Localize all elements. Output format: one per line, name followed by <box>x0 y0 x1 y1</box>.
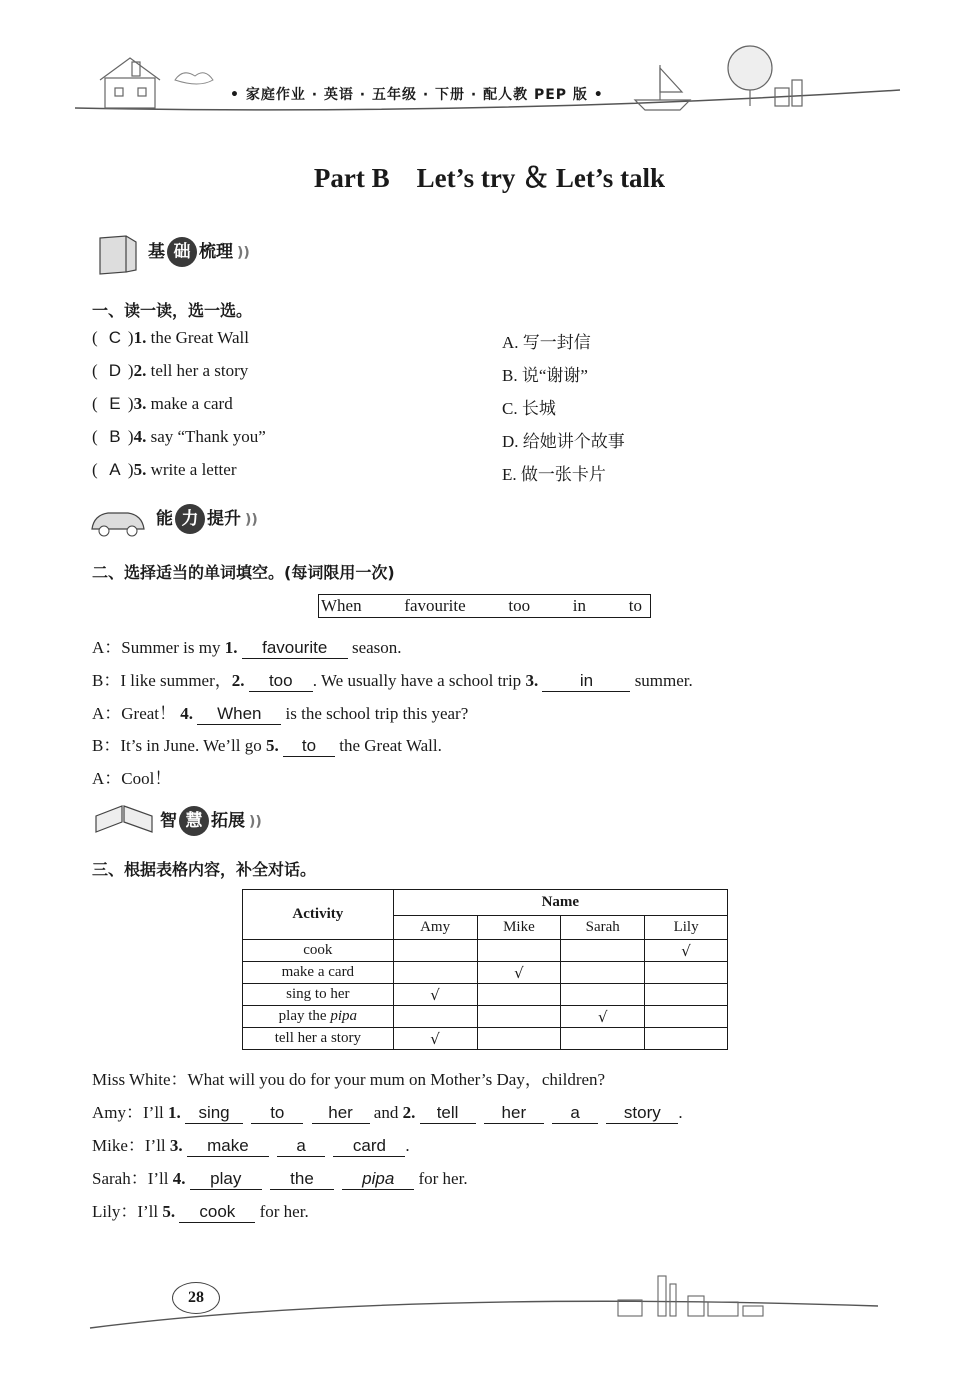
header-decoration <box>70 40 910 120</box>
q1-answer: E <box>109 394 121 413</box>
answer-blank: in <box>542 671 630 692</box>
section-icon-car <box>88 505 148 539</box>
dialogue-intro: Miss White：What will you do for your mum on Mother’s Day，children? <box>92 1070 606 1089</box>
section-label-ability: 能 力 提升 )) <box>156 504 258 534</box>
q1-answer: A <box>109 460 121 479</box>
dialogue-mike: Mike：I’ll 3. make a card . <box>92 1136 410 1155</box>
answer-blank: favourite <box>242 638 348 659</box>
answer-blank: to <box>283 736 335 757</box>
answer-blank: make <box>187 1136 269 1157</box>
q1-option: C. 长城 <box>502 399 556 418</box>
q3-heading: 三、根据表格内容，补全对话。 <box>92 860 317 879</box>
answer-blank: too <box>249 671 313 692</box>
q1-option: E. 做一张卡片 <box>502 465 606 484</box>
dialogue-line: A：Cool！ <box>92 769 172 788</box>
q1-answer: C <box>108 328 122 347</box>
q1-answer: D <box>108 361 122 380</box>
word-bank-word: in <box>572 596 587 615</box>
q1-option: A. 写一封信 <box>502 333 591 352</box>
dialogue-line: A：Great！ 4. When is the school trip this year? <box>92 704 469 723</box>
section-label-basics: 基 础 梳理 )) <box>148 237 250 267</box>
section-icon-book <box>96 232 140 276</box>
page-title: Part B Let’s try ＆ Let’s talk <box>313 163 666 193</box>
answer-blank: play <box>190 1169 262 1190</box>
answer-blank: sing <box>185 1103 243 1124</box>
table-row: sing to her √ <box>243 984 728 1006</box>
answer-blank: cook <box>179 1202 255 1223</box>
table-row: cook √ <box>243 940 728 962</box>
dialogue-lily: Lily：I’ll 5. cook for her. <box>92 1202 309 1221</box>
table-row: play the pipa √ <box>243 1006 728 1028</box>
table-name-cell: Sarah <box>561 916 645 940</box>
cloud-illustration <box>175 73 213 84</box>
answer-blank: her <box>484 1103 544 1124</box>
word-bank-word: When <box>321 596 362 615</box>
q1-item: ( C )1. the Great Wall <box>92 328 249 347</box>
city-skyline-illustration <box>618 1276 763 1316</box>
q1-option: B. 说“谢谢” <box>502 366 588 385</box>
dialogue-line: B：I like summer，2. too . We usually have a school trip 3. in summer. <box>92 671 693 690</box>
dialogue-amy: Amy：I’ll 1. sing to her and 2. tell her a story . <box>92 1103 683 1122</box>
word-bank-word: too <box>508 596 531 615</box>
answer-blank: tell <box>420 1103 476 1124</box>
answer-blank: to <box>251 1103 303 1124</box>
q1-item: ( A )5. write a letter <box>92 460 237 479</box>
answer-blank: pipa <box>342 1169 414 1190</box>
word-bank-word: to <box>628 596 642 615</box>
answer-blank: When <box>197 704 281 725</box>
page-number: 28 <box>172 1282 220 1314</box>
q1-option: D. 给她讲个故事 <box>502 432 625 451</box>
answer-blank: story <box>606 1103 678 1124</box>
dialogue-line: B：It’s in June. We’ll go 5. to the Great Wall. <box>92 736 442 755</box>
answer-blank: her <box>312 1103 370 1124</box>
table-row: make a card √ <box>243 962 728 984</box>
table-name-cell: Amy <box>393 916 477 940</box>
dialogue-sarah: Sarah：I’ll 4. play the pipa for her. <box>92 1169 468 1188</box>
q1-item: ( D )2. tell her a story <box>92 361 249 380</box>
dialogue-line: A：Summer is my 1. favourite season. <box>92 638 402 657</box>
table-name-cell: Lily <box>645 916 728 940</box>
q1-heading: 一、读一读，选一选。 <box>92 301 253 320</box>
table-header-name: Name <box>393 890 727 916</box>
word-bank-word: favourite <box>404 596 466 615</box>
answer-blank: card <box>333 1136 405 1157</box>
word-bank <box>318 594 651 618</box>
header-title: • 家庭作业 · 英语 · 五年级 · 下册 · 配人教 PEP 版 • <box>230 87 604 103</box>
activity-table <box>242 889 728 1050</box>
section-label-wisdom: 智 慧 拓展 )) <box>160 806 262 836</box>
table-name-cell: Mike <box>477 916 561 940</box>
q1-item: ( B )4. say “Thank you” <box>92 427 266 446</box>
q1-item: ( E )3. make a card <box>92 394 233 413</box>
table-header-activity: Activity <box>243 890 394 940</box>
section-icon-open-book <box>92 802 156 838</box>
q2-heading: 二、选择适当的单词填空。(每词限用一次) <box>92 563 395 582</box>
q1-answer: B <box>109 427 121 446</box>
answer-blank: a <box>277 1136 325 1157</box>
table-row: tell her a story √ <box>243 1028 728 1050</box>
answer-blank: the <box>270 1169 334 1190</box>
house-illustration <box>100 58 160 108</box>
answer-blank: a <box>552 1103 598 1124</box>
